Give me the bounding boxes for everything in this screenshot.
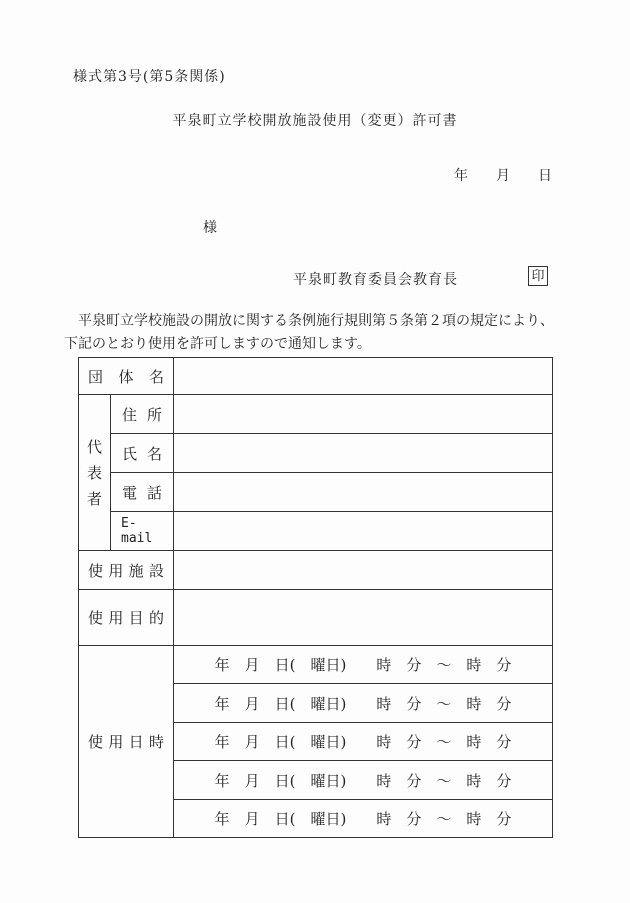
table-row	[79, 358, 553, 395]
datetime-label-cell	[79, 646, 174, 838]
address-label-cell	[111, 395, 174, 434]
name-label-cell	[111, 434, 174, 473]
datetime-label: 使 用 日 時	[88, 733, 165, 751]
permission-statement	[64, 310, 566, 356]
address-value-cell	[174, 395, 553, 434]
table-row	[79, 590, 553, 646]
permission-statement-line2: 下記のとおり使用を許可しますので通知します。	[64, 336, 371, 352]
datetime-row-2: 年 月 日( 曜日) 時 分 ～ 時 分	[174, 684, 553, 723]
email-value-cell	[174, 512, 553, 551]
address-label: 住 所	[122, 405, 163, 424]
table-row	[79, 646, 553, 684]
representative-label: 代表者	[87, 437, 103, 508]
form-number-text: 様式第3号(第5条関係)	[73, 69, 226, 85]
purpose-label-cell	[79, 590, 174, 646]
email-label-cell	[111, 512, 174, 551]
seal-box	[528, 266, 548, 286]
datetime-row-3: 年 月 日( 曜日) 時 分 ～ 時 分	[174, 723, 553, 761]
permit-table	[78, 357, 553, 838]
org-name-value-cell	[174, 358, 553, 395]
purpose-label: 使 用 目 的	[88, 609, 165, 627]
seal-label: 印	[531, 269, 545, 284]
issue-date-placeholder: 年 月 日	[454, 168, 552, 184]
datetime-row-5: 年 月 日( 曜日) 時 分 ～ 時 分	[174, 800, 553, 838]
phone-label-cell	[111, 473, 174, 512]
org-name-label: 団 体 名	[88, 367, 165, 386]
issuer-title-text: 平泉町教育委員会教育長	[293, 272, 458, 288]
org-name-label-cell	[79, 358, 174, 395]
facility-label: 使 用 施 設	[88, 561, 165, 580]
name-value-cell	[174, 434, 553, 473]
datetime-row-1: 年 月 日( 曜日) 時 分 ～ 時 分	[174, 646, 553, 684]
table-row	[79, 551, 553, 590]
facility-label-cell	[79, 551, 174, 590]
phone-label: 電 話	[122, 483, 163, 502]
table-row	[79, 473, 553, 512]
document-title: 平泉町立学校開放施設使用（変更）許可書	[172, 113, 458, 129]
name-label: 氏 名	[122, 444, 163, 463]
email-label: E-mail	[121, 516, 153, 546]
purpose-value-cell	[174, 590, 553, 646]
phone-value-cell	[174, 473, 553, 512]
permission-statement-line1: 平泉町立学校施設の開放に関する条例施行規則第５条第２項の規定により、	[64, 313, 554, 329]
facility-value-cell	[174, 551, 553, 590]
table-row	[79, 512, 553, 551]
table-row	[79, 434, 553, 473]
datetime-row-4: 年 月 日( 曜日) 時 分 ～ 時 分	[174, 761, 553, 800]
representative-label-cell	[79, 395, 111, 551]
addressee-honorific: 様	[203, 220, 217, 236]
table-row	[79, 395, 553, 434]
